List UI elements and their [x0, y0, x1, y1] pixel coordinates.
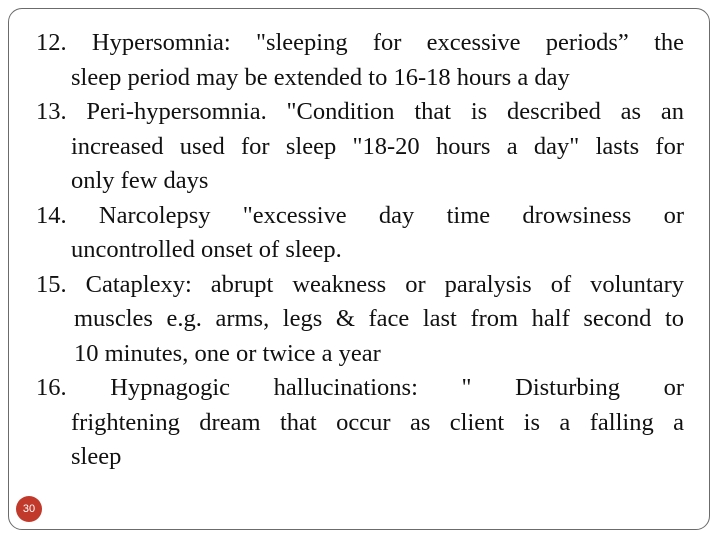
slide-number-badge: 30: [16, 496, 42, 522]
item-15-line-2: muscles e.g. arms, legs & face last from half second to: [74, 305, 684, 332]
item-16-line-3: sleep: [71, 443, 122, 470]
list-item-16: [36, 371, 684, 475]
item-16-line-1: 16. Hypnagogic hallucinations: " Disturbing or: [36, 374, 684, 401]
list-item-12: [36, 26, 684, 95]
list-item-15: [36, 268, 684, 372]
item-12-line-1: 12. Hypersomnia: "sleeping for excessive periods” the: [36, 29, 684, 56]
item-14-line-1: 14. Narcolepsy "excessive day time drowsiness or: [36, 201, 684, 229]
item-16-line-2: frightening dream that occur as client is a falling a: [71, 408, 684, 436]
slide-content: [36, 26, 684, 475]
item-14-line-2: uncontrolled onset of sleep.: [71, 236, 342, 263]
item-12-line-2: sleep period may be extended to 16-18 hours a day: [71, 63, 570, 91]
item-13-line-3: only few days: [71, 167, 209, 194]
list-item-13: [36, 95, 684, 199]
item-13-line-2: increased used for sleep "18-20 hours a day" lasts for: [71, 132, 684, 160]
item-13-line-1: 13. Peri-hypersomnia. "Condition that is described as an: [36, 98, 684, 125]
list-item-14: [36, 199, 684, 268]
item-15-line-3: 10 minutes, one or twice a year: [74, 339, 381, 367]
item-15-line-1: 15. Cataplexy: abrupt weakness or paralysis of voluntary: [36, 270, 684, 298]
